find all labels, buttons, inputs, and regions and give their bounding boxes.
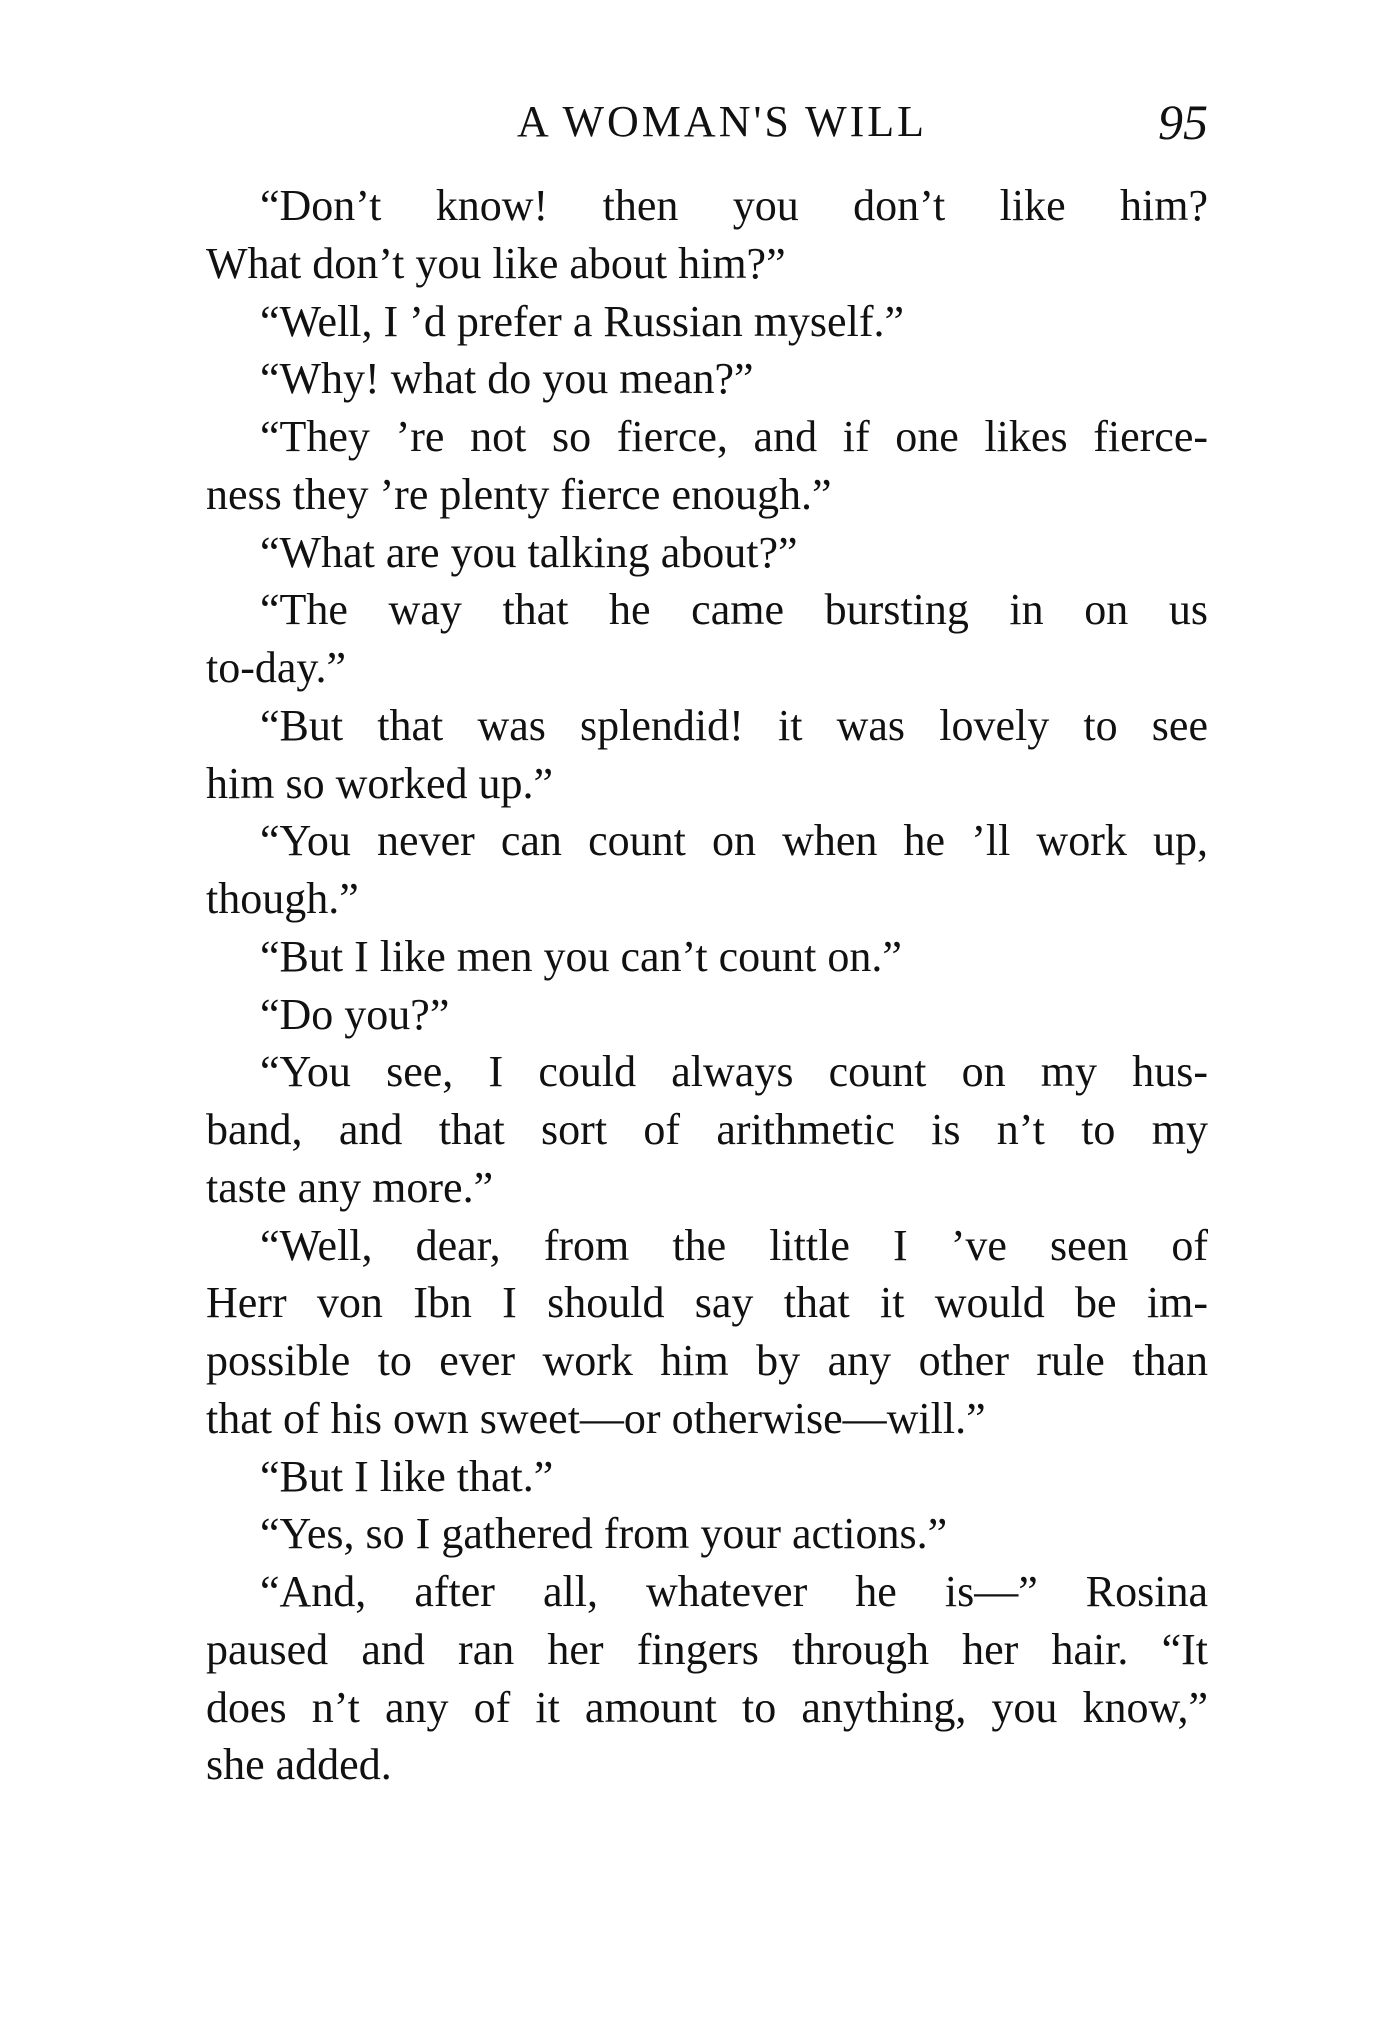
text-line: ness they ’re plenty fierce enough.” [206, 469, 832, 519]
page-header [206, 92, 1208, 152]
text-line: Herr von Ibn I should say that it would be im- [206, 1278, 1208, 1328]
page-number: 95 [1158, 94, 1208, 150]
text-line: “But that was splendid! it was lovely to see [260, 700, 1208, 750]
text-line: “What are you talking about?” [260, 527, 798, 577]
text-line: “But I like men you can’t count on.” [260, 931, 902, 981]
text-line: “You never can count on when he ’ll work up, [260, 816, 1208, 866]
text-line: that of his own sweet—or otherwise—will.” [206, 1393, 986, 1443]
text-line: What don’t you like about him?” [206, 238, 786, 288]
running-title: A WOMAN'S WILL [516, 97, 928, 146]
text-line: possible to ever work him by any other rule than [206, 1336, 1208, 1385]
text-line: to-day.” [206, 643, 347, 692]
text-line: does n’t any of it amount to anything, you know,” [206, 1682, 1208, 1732]
text-line: “The way that he came bursting in on us [260, 585, 1208, 635]
text-line: she added. [206, 1740, 392, 1790]
body-text [206, 177, 1208, 1794]
text-line: “Well, dear, from the little I ’ve seen of [260, 1220, 1208, 1270]
text-line: “You see, I could always count on my hus- [260, 1047, 1208, 1097]
text-line: him so worked up.” [206, 758, 554, 808]
text-line: “Don’t know! then you don’t like him? [260, 181, 1208, 230]
text-line: “Do you?” [260, 989, 450, 1039]
text-line: “Yes, so I gathered from your actions.” [260, 1509, 948, 1559]
text-line: taste any more.” [206, 1162, 494, 1212]
text-line: “And, after all, whatever he is—” Rosina [260, 1567, 1208, 1616]
text-line: paused and ran her fingers through her hair. “It [206, 1624, 1208, 1674]
text-line: “They ’re not so fierce, and if one likes fierce- [260, 412, 1208, 461]
text-line: “Why! what do you mean?” [260, 354, 754, 404]
text-line: though.” [206, 874, 359, 923]
text-line: “But I like that.” [260, 1451, 554, 1501]
text-line: “Well, I ’d prefer a Russian myself.” [260, 296, 904, 346]
text-line: band, and that sort of arithmetic is n’t to my [206, 1105, 1208, 1154]
